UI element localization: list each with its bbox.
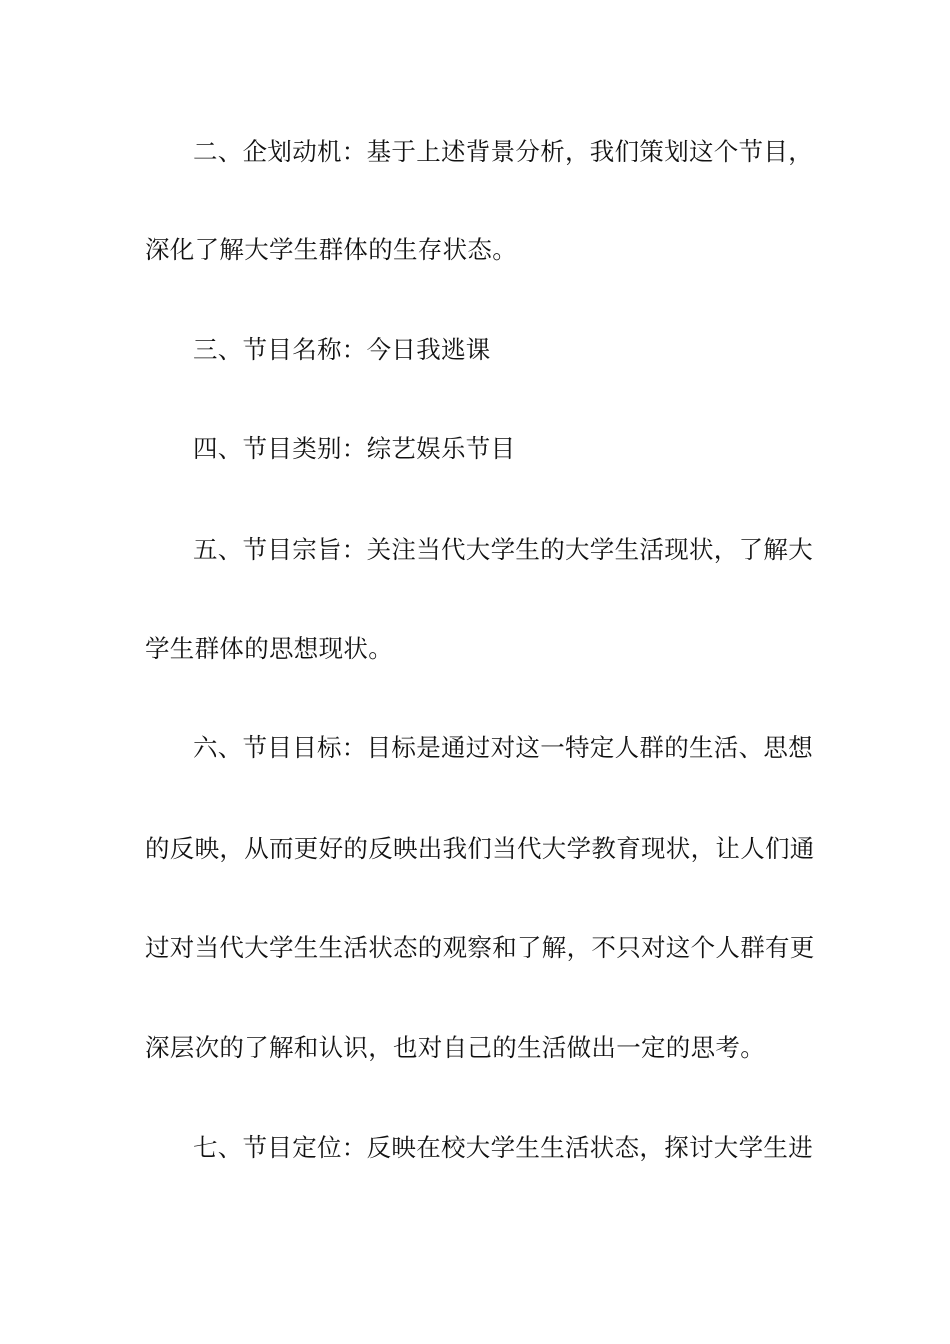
section-6-goal-line-1: 六、节目目标：目标是通过对这一特定人群的生活、思想 bbox=[193, 733, 813, 762]
section-5-purpose-line-2: 学生群体的思想现状。 bbox=[145, 634, 393, 663]
section-7-positioning-line-1: 七、节目定位：反映在校大学生生活状态，探讨大学生进 bbox=[193, 1133, 813, 1162]
section-4-program-category: 四、节目类别：综艺娱乐节目 bbox=[193, 434, 516, 463]
section-2-motivation-line-2: 深化了解大学生群体的生存状态。 bbox=[145, 235, 517, 264]
section-2-motivation-line-1: 二、企划动机：基于上述背景分析，我们策划这个节目， bbox=[193, 137, 813, 166]
section-6-goal-line-2: 的反映，从而更好的反映出我们当代大学教育现状，让人们通 bbox=[145, 834, 815, 863]
section-6-goal-line-3: 过对当代大学生生活状态的观察和了解，不只对这个人群有更 bbox=[145, 933, 815, 962]
section-3-program-name: 三、节目名称：今日我逃课 bbox=[193, 335, 491, 364]
section-5-purpose-line-1: 五、节目宗旨：关注当代大学生的大学生活现状，了解大 bbox=[193, 535, 813, 564]
section-6-goal-line-4: 深层次的了解和认识，也对自己的生活做出一定的思考。 bbox=[145, 1033, 765, 1062]
